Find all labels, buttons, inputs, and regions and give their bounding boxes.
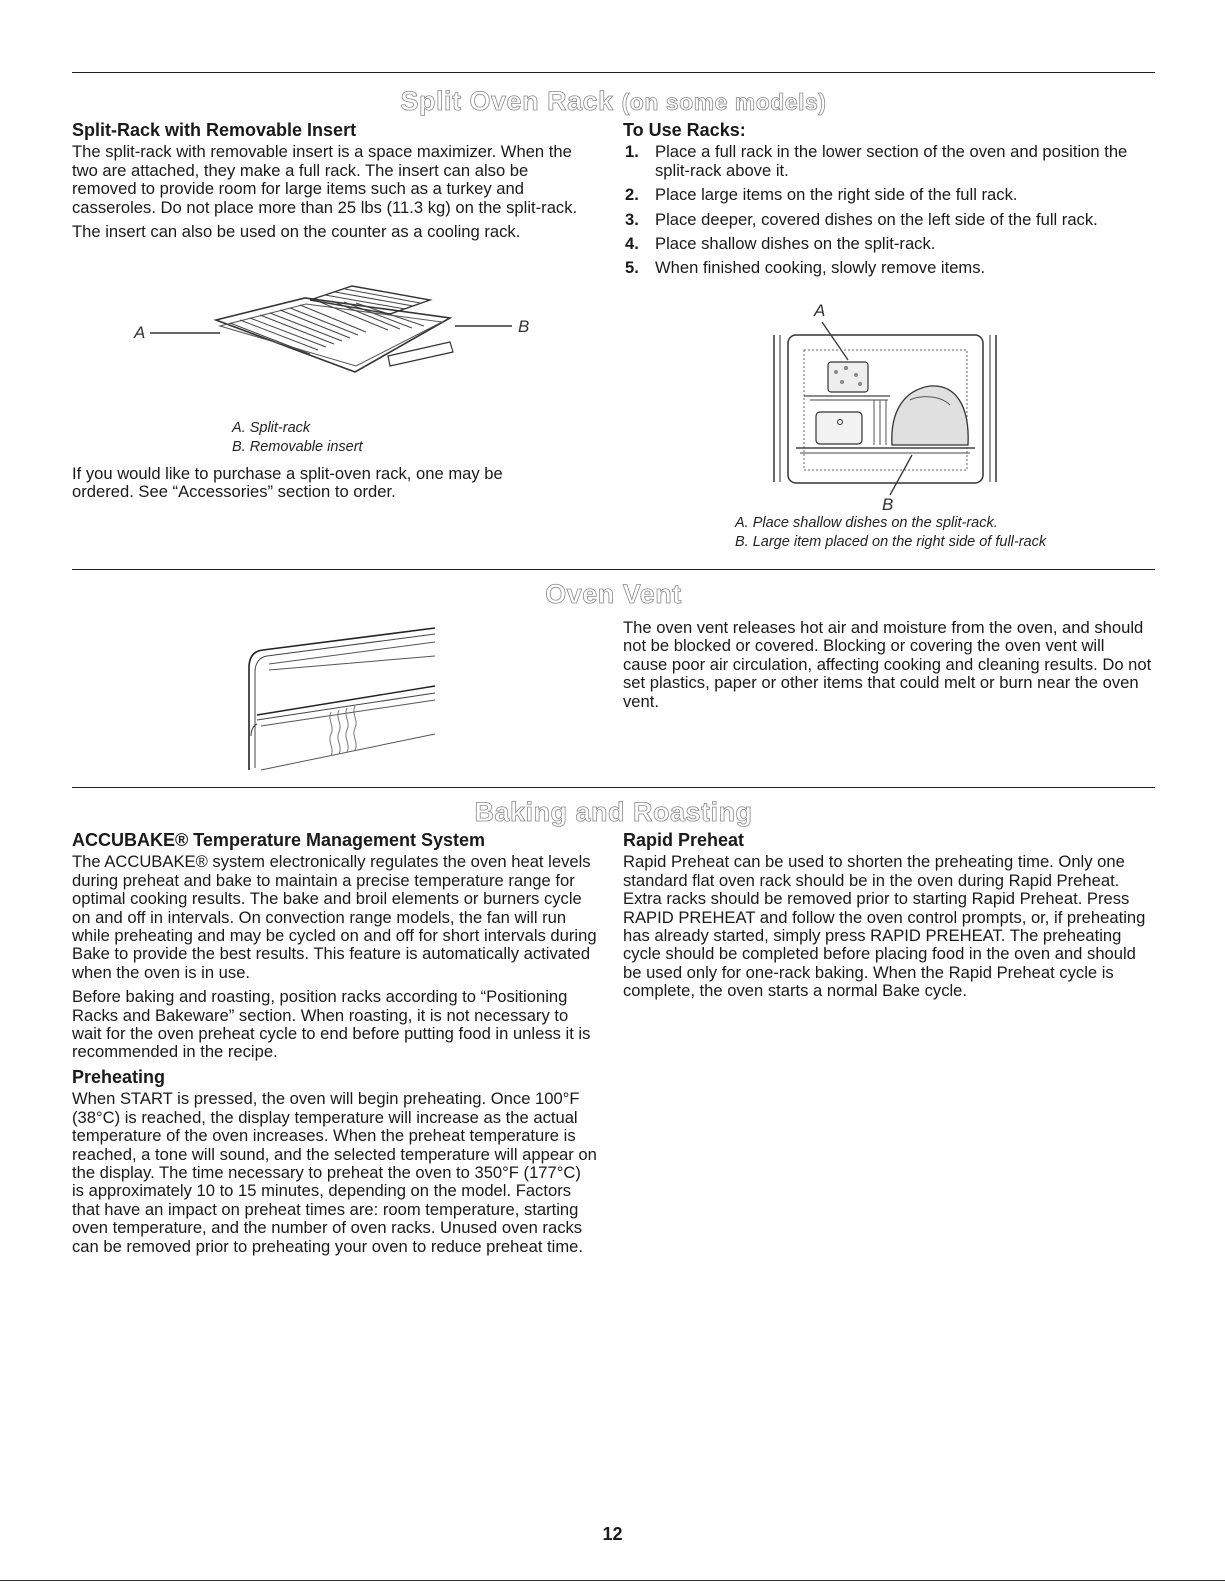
- step-item: 3. Place deeper, covered dishes on the left side of the full rack.: [625, 209, 1098, 229]
- section-rule-oven-vent: [72, 569, 1155, 570]
- oven-vent-illustration: [235, 620, 455, 780]
- step-item: 1. Place a full rack in the lower section of the oven and position the split-rack above it.: [625, 142, 1128, 180]
- oven-interior-captions: [735, 514, 1155, 552]
- section-rule-baking: [72, 787, 1155, 788]
- preheating-heading: Preheating: [72, 1066, 166, 1087]
- section-title-baking: Baking and Roasting: [474, 797, 753, 827]
- rapid-preheat-heading: Rapid Preheat: [623, 830, 745, 850]
- caption-a-right: A. Place shallow dishes on the split-rack.: [735, 515, 998, 531]
- oven-interior-illustration: [770, 300, 1010, 515]
- rapid-preheat-para: Rapid Preheat can be used to shorten the preheating time. Only one standard flat oven rack should be in the oven during Rapid Preheat. Extra racks should be removed prior to starting Rapid Preheat. Press RAPID PREHEAT and follow the oven control prompts, or, if preheating has already started, simply press RAPID PREHEAT. The preheating cycle should be completed before placing food in the oven and should be used only for one-rack baking. When the Rapid Preheat cycle is complete, the oven starts a normal Bake cycle.: [623, 852, 1146, 1001]
- step-item: 5. When finished cooking, slowly remove items.: [625, 258, 986, 278]
- caption-b: B. Removable insert: [232, 439, 363, 455]
- to-use-racks-steps: [623, 143, 1153, 277]
- split-rack-illustration: [120, 280, 550, 380]
- section-rule-split-rack: [72, 72, 1155, 73]
- fig-label-a: A: [134, 323, 146, 342]
- split-rack-left-column: [72, 121, 592, 247]
- oven-vent-text: The oven vent releases hot air and moisture from the oven, and should not be blocked or covered. Blocking or covering the oven vent will cause poor air circulation, affecting cooking and cleaning results. Do not set plastics, paper or other items that could melt or burn near the oven vent.: [623, 618, 1152, 711]
- fig-label-a-right: A: [814, 301, 826, 320]
- rapid-preheat-column: [623, 831, 1153, 1007]
- split-rack-purchase-note: [72, 465, 562, 508]
- to-use-racks-heading: To Use Racks:: [623, 120, 746, 140]
- split-rack-para1: The split-rack with removable insert is a space maximizer. When the two are attached, they make a full rack. The insert can also be removed to provide room for large items such as a turkey and casseroles. Do not place more than 25 lbs (11.3 kg) on the split-rack.: [72, 142, 578, 217]
- accubake-para1: The ACCUBAKE® system electronically regulates the oven heat levels during preheat and bake to maintain a precise temperature range for optimal cooking results. The bake and broil elements or burners cycle on and off in intervals. On convection range models, the fan will run while preheating and may be cycled on and off for short intervals during Bake to provide the best results. This feature is automatically activated when the oven is in use.: [72, 852, 597, 982]
- accubake-heading: ACCUBAKE® Temperature Management System: [72, 830, 486, 850]
- caption-a: A. Split-rack: [232, 420, 311, 436]
- fig-label-b-right: B: [882, 495, 894, 514]
- oven-vent-text-column: [623, 619, 1153, 717]
- step-item: 4. Place shallow dishes on the split-rack.: [625, 234, 936, 254]
- bottom-rule: [0, 1580, 1225, 1581]
- split-rack-title-note: (on some models): [621, 89, 827, 115]
- page-number: 12: [602, 1524, 623, 1544]
- caption-b-right: B. Large item placed on the right side of full-rack: [735, 534, 1047, 550]
- split-rack-title: Split Oven Rack: [400, 86, 614, 116]
- step-item: 2. Place large items on the right side of the full rack.: [625, 185, 1018, 205]
- section-title-split-rack: [72, 86, 1155, 117]
- split-rack-heading: Split-Rack with Removable Insert: [72, 120, 357, 140]
- split-rack-captions: [232, 419, 532, 457]
- to-use-racks-column: [623, 121, 1153, 284]
- preheating-para: When START is pressed, the oven will begin preheating. Once 100°F (38°C) is reached, the display temperature will increase as the actual temperature of the oven increases. When the preheat temperature is reached, a tone will sound, and the selected temperature will appear on the display. The time necessary to preheat the oven to 350°F (177°C) is approximately 10 to 15 minutes, depending on the model. Factors that have an impact on preheat times are: room temperature, starting oven temperature, and the number of oven racks. Unused oven racks can be removed prior to preheating your oven to reduce preheat time.: [72, 1089, 597, 1256]
- fig-label-b: B: [518, 317, 530, 336]
- section-title-oven-vent: Oven Vent: [545, 579, 682, 609]
- accubake-para2: Before baking and roasting, position racks according to “Positioning Racks and Bakeware” section. When roasting, it is not necessary to wait for the oven preheat cycle to end before putting food in unless it is recommended in the recipe.: [72, 987, 591, 1062]
- accubake-column: [72, 831, 597, 1262]
- split-rack-para2: The insert can also be used on the counter as a cooling rack.: [72, 222, 521, 242]
- split-rack-para3: If you would like to purchase a split-oven rack, one may be ordered. See “Accessories” section to order.: [72, 464, 503, 502]
